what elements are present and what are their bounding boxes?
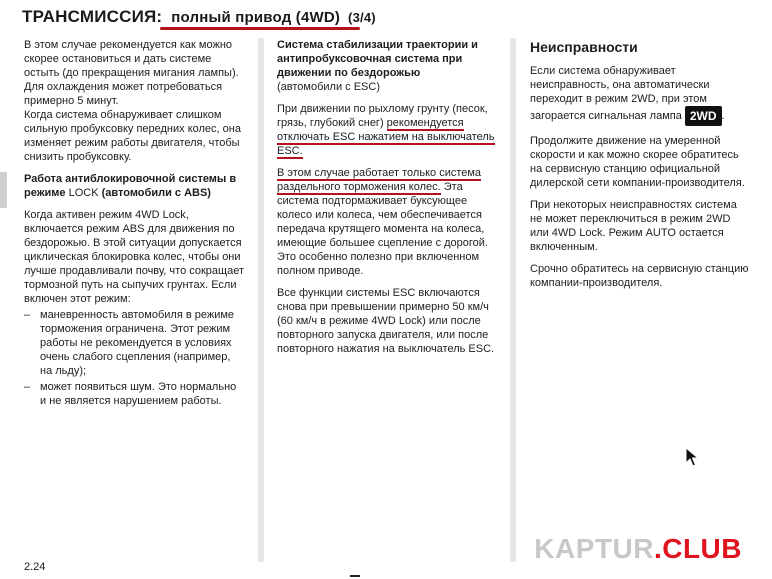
list-item	[24, 308, 244, 378]
list-dash: –	[24, 309, 31, 321]
col3-p1-text: Если система обнаруживает неисправность, она автоматически переходит в режим 2WD, при этом загорается сигнальная лампа	[530, 65, 710, 122]
mouse-cursor-icon	[685, 447, 699, 467]
abs-section-heading	[24, 172, 244, 200]
col1-p2-text: Когда система обнаруживает слишком сильную пробуксовку передних колес, она изменяет режим работы двигателя, чтобы снизить пробуксовку.	[24, 109, 241, 163]
col1-paragraph-abs: Когда активен режим 4WD Lock, включается режим ABS для движения по бездорожью. В этой ситуации допускается циклическая блокировка колес, чтобы они лучше продавливали почву, что сокращает тормозной путь на сыпучих грунтах. Если включен этот режим:	[24, 209, 244, 305]
title-underline	[160, 27, 360, 30]
col1-paragraph-cooling	[24, 38, 244, 164]
abs-conditions-list	[24, 308, 244, 408]
column-divider-1	[258, 38, 264, 562]
col3-paragraph-continue: Продолжите движение на умеренной скорости и как можно скорее обратитесь на сервисную станцию официальной дилерской сети компании-производителя.	[530, 135, 745, 189]
page-number: 2.24	[24, 561, 46, 573]
col3-paragraph-lock: При некоторых неисправностях система не может переключиться в режим 2WD или 4WD Lock. Режим AUTO остается включенным.	[530, 199, 737, 253]
esc-section-heading-block	[277, 38, 499, 94]
logo-part-2: .CLUB	[653, 533, 742, 564]
col1-p1-text: В этом случае рекомендуется как можно скорее остановиться и дать системе остыть (до прекращения мигания лампы). Для охлаждения может потребоваться примерно 5 минут.	[24, 39, 239, 107]
kapturclub-logo	[534, 533, 742, 565]
list-item-text: маневренность автомобиля в режиме торможения ограничена. Этот режим работы не рекомендуется в условиях очень слабого сцепления (например, на льду);	[40, 309, 235, 377]
abs-heading-part-a: Работа антиблокировочной системы в режиме	[24, 173, 237, 199]
esc-section-heading: Система стабилизации траектории и антипробуксовочная система при движении по бездорожью	[277, 39, 478, 79]
col2-p2-highlight: В этом случае работает только система раздельного торможения колес.	[277, 167, 482, 193]
col2-p1-text: При движении по рыхлому грунту (песок, грязь, глубокий снег)	[277, 103, 488, 129]
faults-heading: Неисправности	[530, 39, 638, 55]
col2-paragraph-braking	[277, 166, 499, 278]
side-tab-marker	[0, 172, 7, 208]
col3-p1-end: .	[721, 109, 725, 122]
col3-paragraph-2wd	[530, 64, 752, 126]
col3-paragraph-service: Срочно обратитесь на сервисную станцию компании-производителя.	[530, 263, 749, 289]
title-main: ТРАНСМИССИЯ:	[22, 7, 163, 26]
column-divider-2	[510, 38, 516, 562]
list-item	[24, 380, 244, 408]
abs-heading-part-b: LOCK	[68, 187, 99, 199]
column-3	[530, 38, 752, 298]
title-subtitle: полный привод (4WD)	[171, 9, 341, 26]
2wd-warning-lamp-icon: 2WD	[685, 106, 722, 126]
col2-paragraph-esc-reactivation: Все функции системы ESC включаются снова при превышении примерно 50 км/ч (60 км/ч в режиме 4WD Lock) или после повторного запуска двигателя, или после повторного нажатия на выключатель ESC.	[277, 287, 495, 355]
column-2	[277, 38, 499, 364]
column-1	[24, 38, 244, 410]
abs-heading-part-c: (автомобили с ABS)	[98, 187, 211, 199]
title-part-indicator: (3/4)	[348, 10, 376, 25]
esc-section-subheading: (автомобили с ESC)	[277, 81, 380, 93]
col2-p1-highlight: рекомендуется отключать ESC нажатием на выключатель ESC.	[277, 117, 495, 157]
list-dash: –	[24, 381, 31, 393]
col2-paragraph-esc-off	[277, 102, 499, 158]
list-item-text: может появиться шум. Это нормально и не является нарушением работы.	[40, 381, 237, 407]
page-title	[22, 7, 376, 27]
logo-part-1: KAPTUR	[534, 533, 654, 564]
footer-mark	[350, 575, 360, 577]
col2-p2-text: Эта система подтормаживает буксующее колесо или колеса, чем обеспечивается передача крутящего момента на колеса, имеющие большее сцепление с дорогой. Это особенно полезно при включенном полном приводе.	[277, 181, 488, 277]
